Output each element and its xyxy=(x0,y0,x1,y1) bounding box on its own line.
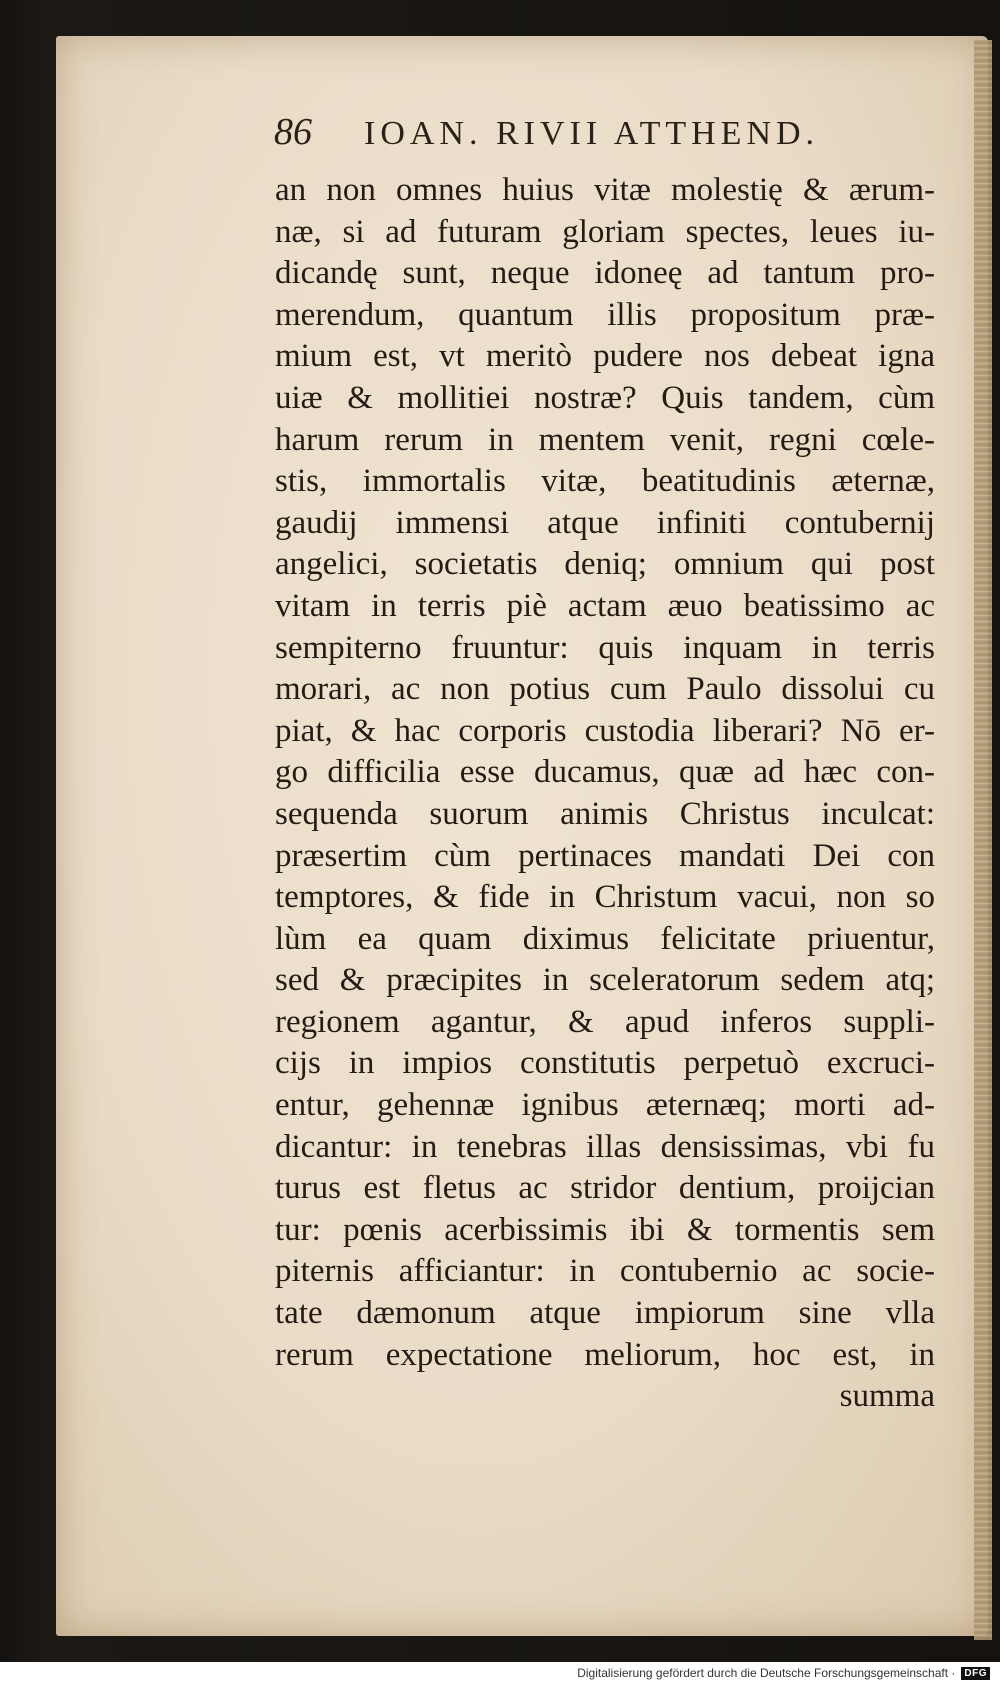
text-line: harum rerum in mentem venit, regni cœle- xyxy=(275,421,935,458)
text-line: sempiterno fruuntur: quis inquam in terris xyxy=(275,629,935,666)
text-line: præsertim cùm pertinaces mandati Dei con xyxy=(275,837,935,874)
text-line: go difficilia esse ducamus, quæ ad hæc con- xyxy=(275,754,935,791)
page-number: 86 xyxy=(274,111,312,153)
dfg-logo: DFG xyxy=(961,1667,990,1680)
running-head: IOAN. RIVII ATTHEND. xyxy=(364,115,820,152)
text-line: an non omnes huius vitæ molestię & ærum- xyxy=(275,172,935,208)
digitization-credit: Digitalisierung gefördert durch die Deutsche Forschungsgemeinschaft · xyxy=(577,1666,956,1680)
text-line: dicantur: in tenebras illas densissimas, vbi fu xyxy=(275,1128,935,1165)
text-line: dicandę sunt, neque idoneę ad tantum pro- xyxy=(275,255,935,292)
text-line: sed & præcipites in sceleratorum sedem atq; xyxy=(275,962,935,999)
text-line: uiæ & mollitiei nostræ? Quis tandem, cùm xyxy=(275,379,935,416)
text-line: merendum, quantum illis propositum præ- xyxy=(275,296,935,333)
text-line: lùm ea quam diximus felicitate priuentur, xyxy=(275,920,935,957)
text-line: sequenda suorum animis Christus inculcat: xyxy=(275,795,935,832)
footer-bar xyxy=(0,1662,1000,1684)
page-header xyxy=(274,110,914,166)
text-line: regionem agantur, & apud inferos suppli- xyxy=(275,1003,935,1040)
text-line: morari, ac non potius cum Paulo dissolui cu xyxy=(275,671,935,708)
text-line: næ, si ad futuram gloriam spectes, leues iu- xyxy=(275,213,935,250)
text-line: rerum expectatione meliorum, hoc est, in xyxy=(275,1336,935,1373)
text-line: mium est, vt meritò pudere nos debeat igna xyxy=(275,338,935,375)
text-line: angelici, societatis deniq; omnium qui post xyxy=(275,546,935,583)
text-line: cijs in impios constitutis perpetuò excruci- xyxy=(275,1045,935,1082)
catchword: summa xyxy=(839,1378,935,1415)
text-line: temptores, & fide in Christum vacui, non so xyxy=(275,879,935,916)
body-text xyxy=(275,170,935,1418)
page-edge xyxy=(974,40,992,1640)
text-line: tur: pœnis acerbissimis ibi & tormentis sem xyxy=(275,1211,935,1248)
text-line: gaudij immensi atque infiniti contubernij xyxy=(275,504,935,541)
text-line: stis, immortalis vitæ, beatitudinis æternæ, xyxy=(275,463,935,500)
text-line: piat, & hac corporis custodia liberari? Nō er- xyxy=(275,712,935,749)
text-line: tate dæmonum atque impiorum sine vlla xyxy=(275,1295,935,1332)
text-line: vitam in terris piè actam æuo beatissimo ac xyxy=(275,587,935,624)
text-line: turus est fletus ac stridor dentium, proijcian xyxy=(275,1170,935,1207)
text-line: piternis afficiantur: in contubernio ac socie- xyxy=(275,1253,935,1290)
text-line: entur, gehennæ ignibus æternæq; morti ad- xyxy=(275,1087,935,1124)
